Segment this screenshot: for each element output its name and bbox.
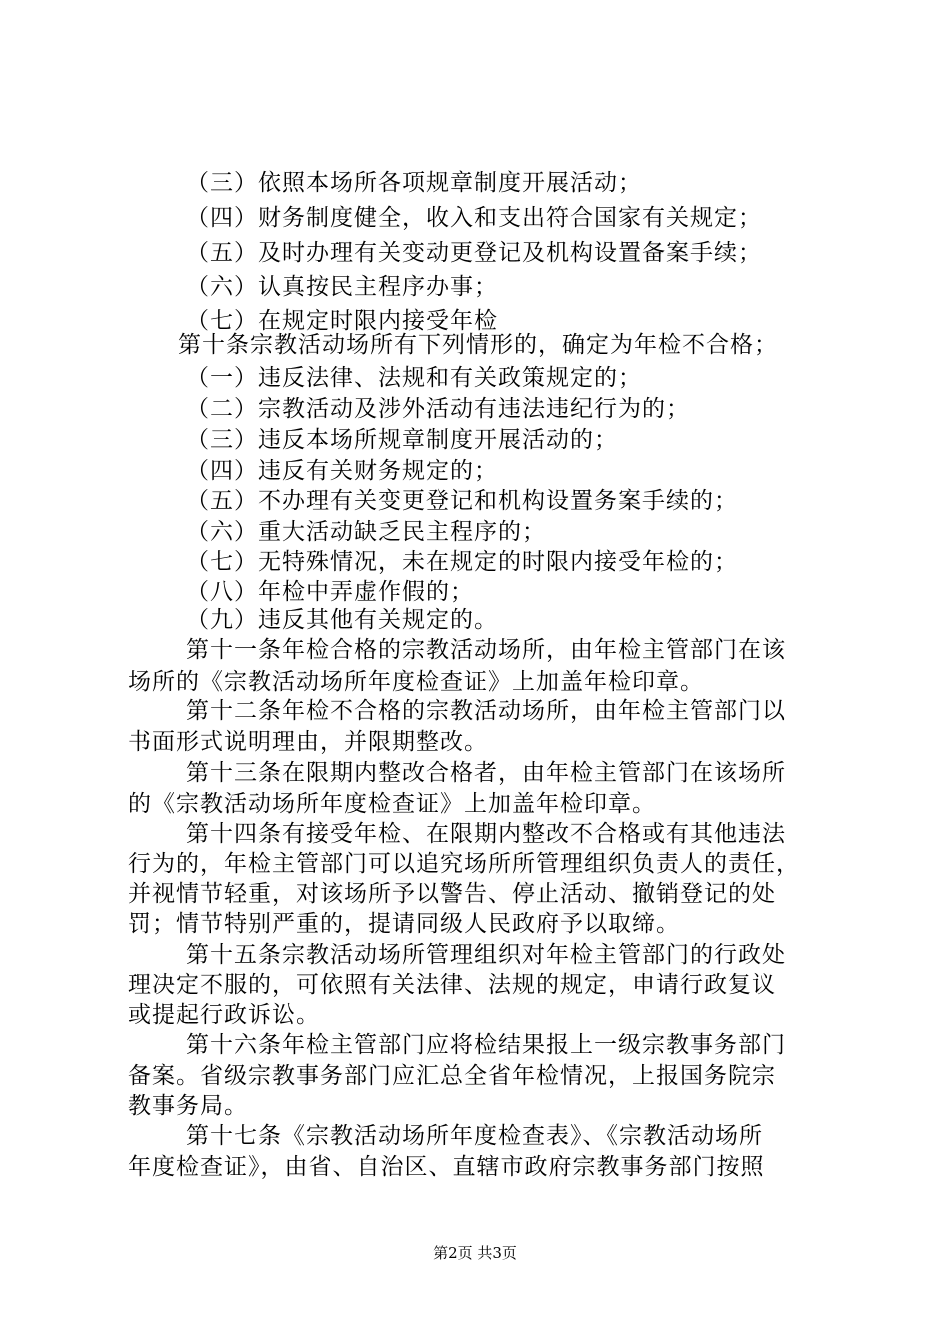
text-line: 年度检查证》，由省、自治区、直辖市政府宗教事务部门按照 bbox=[128, 1154, 765, 1180]
text-line: （三）依照本场所各项规章制度开展活动； bbox=[186, 170, 642, 196]
text-line: 行为的，年检主管部门可以追究场所所管理组织负责人的责任， bbox=[128, 851, 800, 877]
text-line: （一）违反法律、法规和有关政策规定的； bbox=[186, 365, 642, 391]
text-line: （七）无特殊情况，未在规定的时限内接受年检的； bbox=[186, 549, 738, 575]
text-line: （六）认真按民主程序办事； bbox=[186, 274, 498, 300]
text-line: 的《宗教活动场所年度检查证》上加盖年检印章。 bbox=[128, 791, 656, 817]
text-line: 书面形式说明理由，并限期整改。 bbox=[128, 729, 488, 755]
page-number-footer: 第2页 共3页 bbox=[433, 1244, 517, 1262]
text-line: （七）在规定时限内接受年检 bbox=[186, 308, 498, 334]
text-line: 第十三条在限期内整改合格者，由年检主管部门在该场所 bbox=[186, 760, 786, 786]
text-line: 罚；情节特别严重的，提请同级人民政府予以取缔。 bbox=[128, 911, 680, 937]
text-line: （八）年检中弄虚作假的； bbox=[186, 579, 474, 605]
text-line: （三）违反本场所规章制度开展活动的； bbox=[186, 427, 618, 453]
text-line: 第十四条有接受年检、在限期内整改不合格或有其他违法 bbox=[186, 821, 786, 847]
text-line: （六）重大活动缺乏民主程序的； bbox=[186, 519, 546, 545]
text-line: 第十二条年检不合格的宗教活动场所，由年检主管部门以 bbox=[186, 698, 786, 724]
text-line: 备案。省级宗教事务部门应汇总全省年检情况，上报国务院宗 bbox=[128, 1063, 776, 1089]
text-line: （四）违反有关财务规定的； bbox=[186, 458, 498, 484]
text-line: 教事务局。 bbox=[128, 1093, 248, 1119]
text-line: （九）违反其他有关规定的。 bbox=[186, 607, 498, 633]
article-10-heading: 第十条宗教活动场所有下列情形的，确定为年检不合格； bbox=[178, 332, 778, 358]
text-line: 第十一条年检合格的宗教活动场所，由年检主管部门在该 bbox=[186, 637, 786, 663]
text-line: 或提起行政诉讼。 bbox=[128, 1002, 320, 1028]
text-line: 第十六条年检主管部门应将检结果报上一级宗教事务部门 bbox=[186, 1032, 786, 1058]
text-line: （五）不办理有关变更登记和机构设置务案手续的； bbox=[186, 488, 738, 514]
text-line: 场所的《宗教活动场所年度检查证》上加盖年检印章。 bbox=[128, 669, 704, 695]
text-line: （四）财务制度健全，收入和支出符合国家有关规定； bbox=[186, 205, 762, 231]
text-line: 第十七条《宗教活动场所年度检查表》、《宗教活动场所 bbox=[186, 1123, 763, 1149]
text-line: 第十五条宗教活动场所管理组织对年检主管部门的行政处 bbox=[186, 942, 786, 968]
text-line: （五）及时办理有关变动更登记及机构设置备案手续； bbox=[186, 240, 762, 266]
text-line: 理决定不服的，可依照有关法律、法规的规定，申请行政复议 bbox=[128, 972, 776, 998]
text-line: （二）宗教活动及涉外活动有违法违纪行为的； bbox=[186, 396, 690, 422]
text-line: 并视情节轻重，对该场所予以警告、停止活动、撤销登记的处 bbox=[128, 881, 776, 907]
